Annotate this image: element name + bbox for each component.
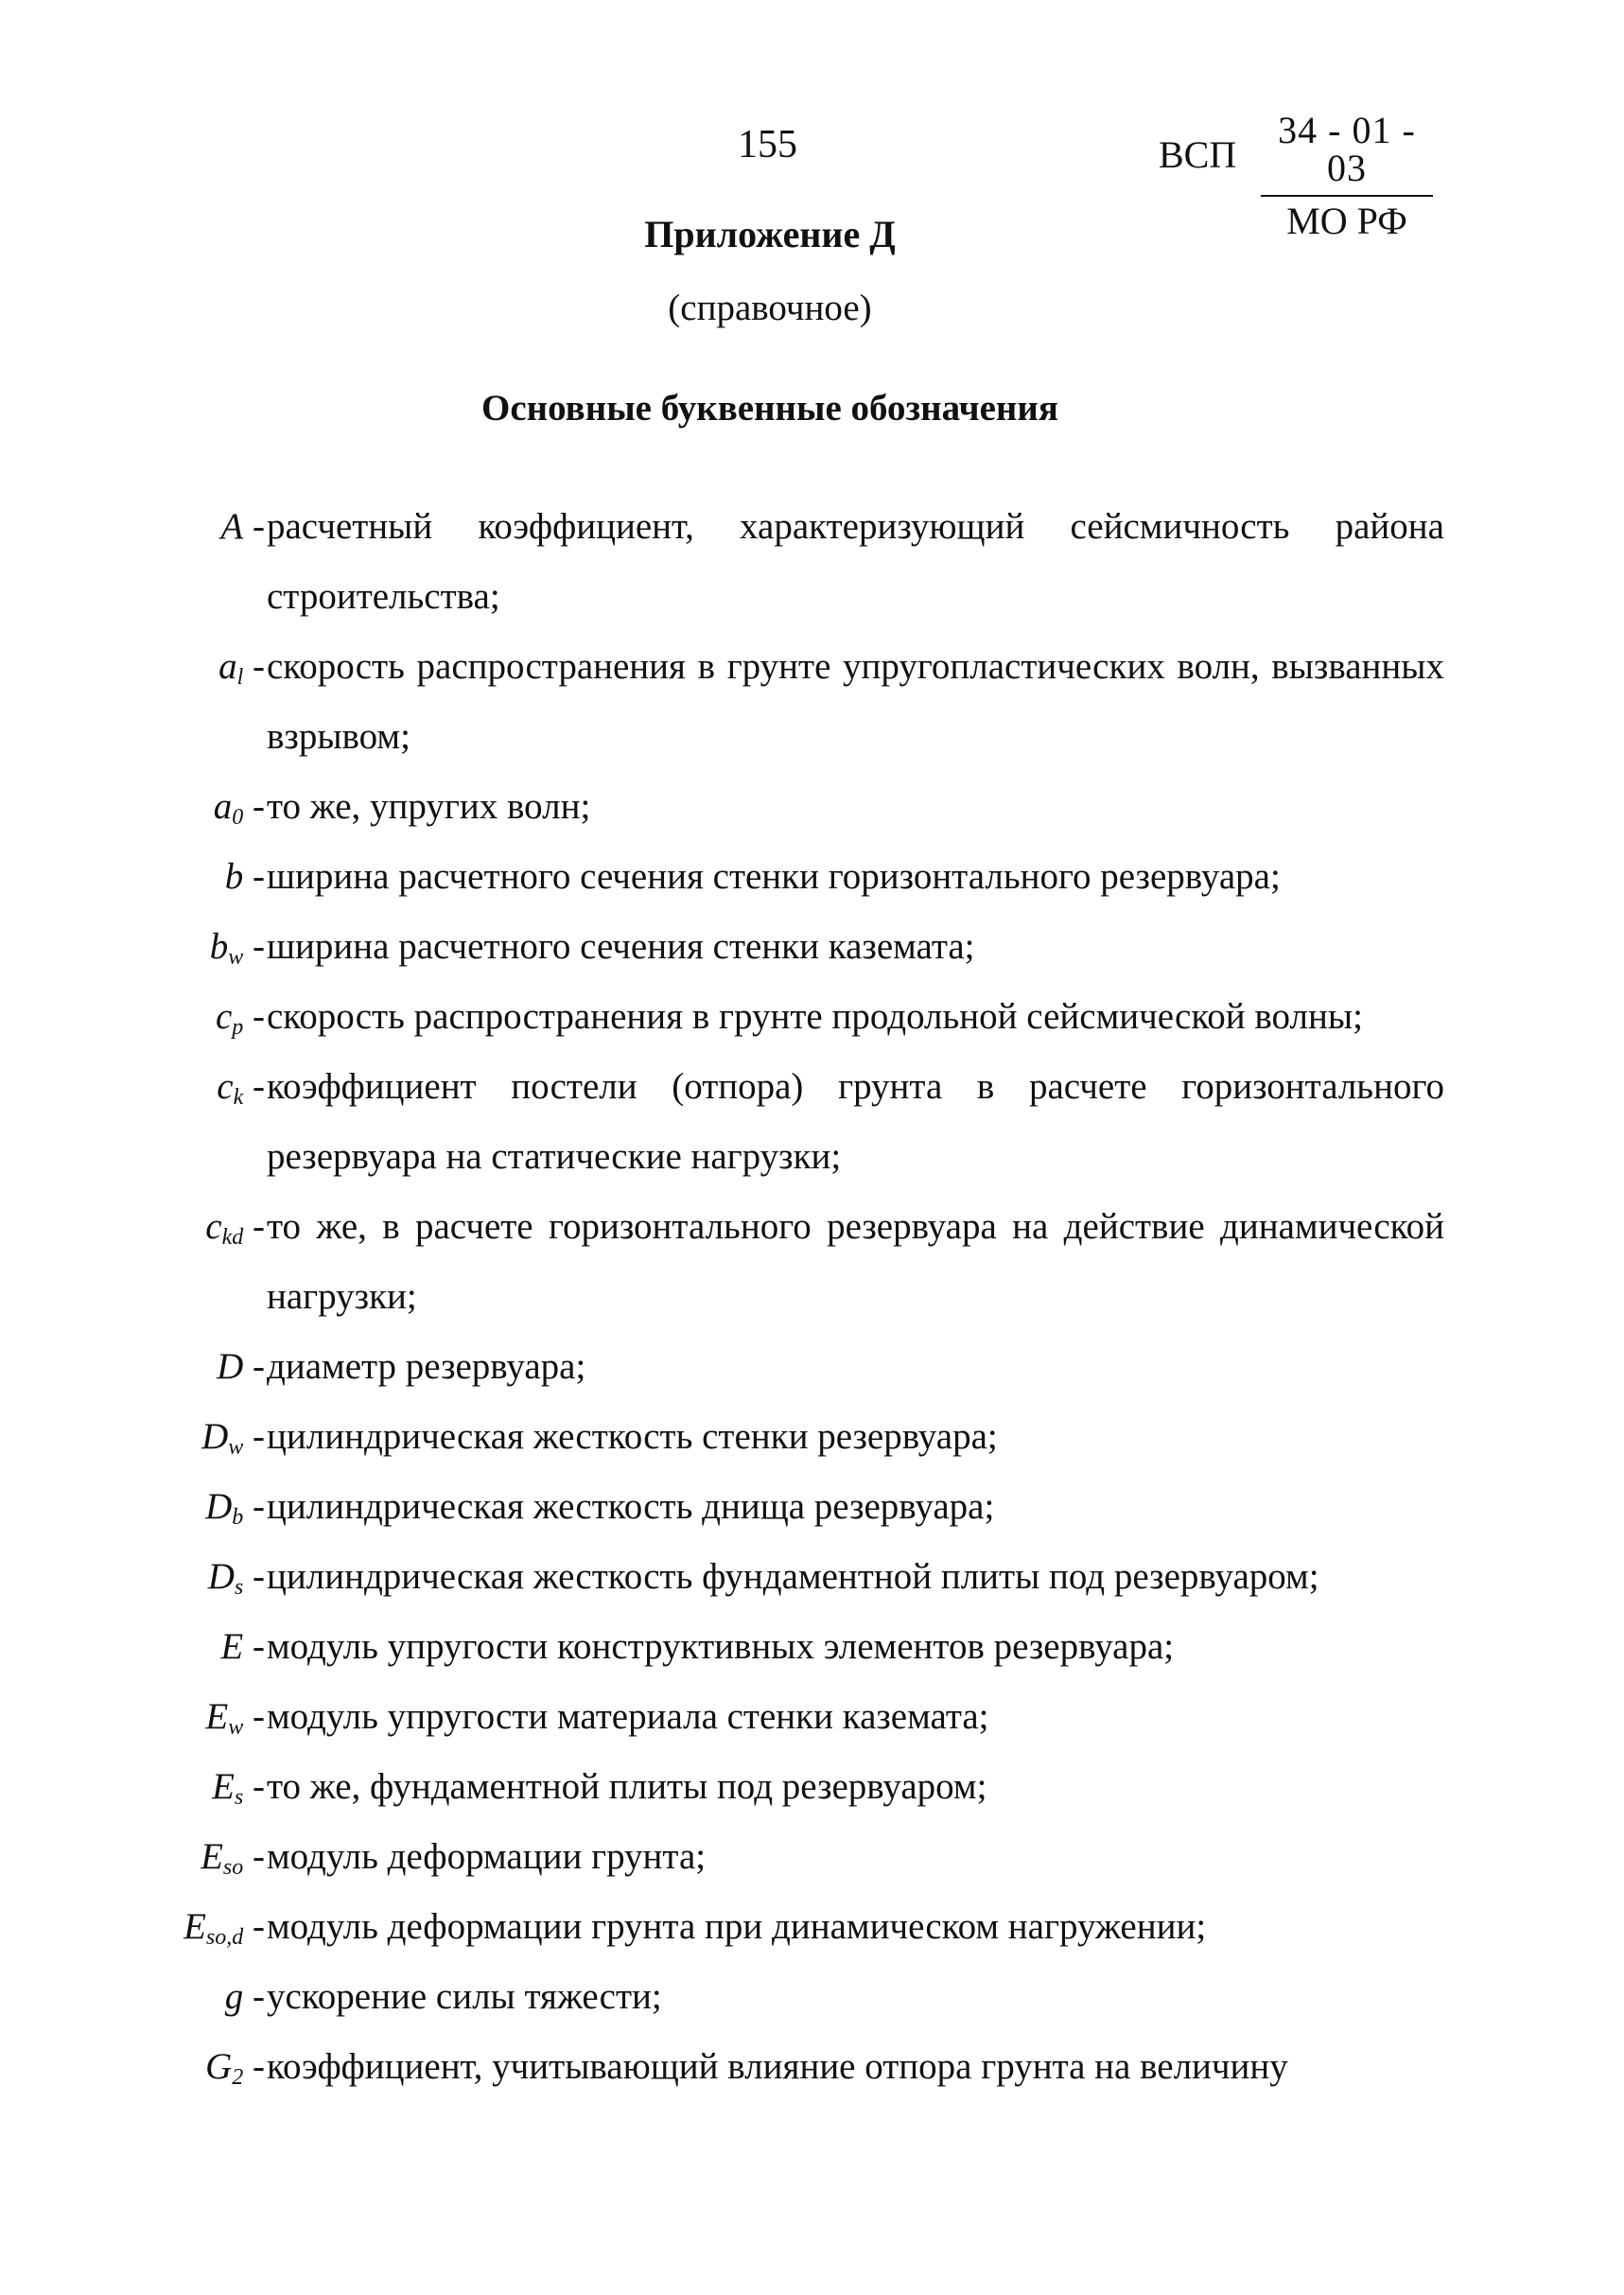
notation-symbol xyxy=(142,1682,265,1762)
notation-definition: модуль упругости конструктивных элементов резервуара; xyxy=(267,1626,1175,1667)
symbol-letter: c xyxy=(215,996,233,1037)
symbol-subscript: 2 xyxy=(232,2065,244,2090)
page-number: 155 xyxy=(738,123,797,166)
symbol-subscript: so,d xyxy=(205,1925,244,1950)
notation-symbol xyxy=(142,492,265,562)
notation-symbol xyxy=(142,632,265,712)
notation-entry xyxy=(0,1332,1624,1402)
document-code-prefix: ВСП xyxy=(1159,133,1237,176)
symbol-dash: - xyxy=(243,786,265,827)
symbol-letter: E xyxy=(183,1906,206,1947)
symbol-dash: - xyxy=(243,1976,265,2017)
symbol-letter: E xyxy=(220,1626,244,1667)
symbol-subscript: b xyxy=(232,1505,244,1530)
symbol-subscript: w xyxy=(228,1435,244,1460)
symbol-letter: D xyxy=(205,1486,233,1527)
symbol-letter: D xyxy=(217,1346,244,1387)
appendix-title: Приложение Д xyxy=(644,213,896,255)
symbol-dash: - xyxy=(243,1906,265,1947)
notation-symbol xyxy=(142,1962,265,2032)
symbol-letter: b xyxy=(224,856,244,897)
notation-entry xyxy=(0,2032,1624,2102)
symbol-letter: a xyxy=(218,646,237,687)
notation-symbol xyxy=(142,1192,265,1272)
notation-symbol xyxy=(142,1892,265,1972)
symbol-subscript: so xyxy=(222,1855,244,1880)
notation-definition: то же, в расчете горизонтального резервуара на действие динамической нагрузки; xyxy=(267,1206,1444,1317)
notation-entry xyxy=(0,772,1624,842)
notation-entry xyxy=(0,1402,1624,1472)
notation-entry xyxy=(0,492,1624,632)
symbol-letter: E xyxy=(205,1696,229,1737)
symbol-letter: c xyxy=(205,1206,222,1247)
symbol-letter: D xyxy=(201,1416,229,1457)
notation-symbol xyxy=(142,842,265,912)
notation-symbol xyxy=(142,982,265,1062)
notation-symbol xyxy=(142,1752,265,1832)
symbol-subscript: 0 xyxy=(232,805,244,830)
notation-entry xyxy=(0,1612,1624,1682)
symbol-subscript: kd xyxy=(221,1225,244,1250)
symbol-subscript: w xyxy=(228,945,244,970)
document-code-number: 34 - 01 - 03 xyxy=(1278,109,1416,189)
notation-symbol xyxy=(142,1332,265,1402)
notation-entry xyxy=(0,1892,1624,1962)
notation-symbol xyxy=(142,1472,265,1552)
symbol-dash: - xyxy=(243,1766,265,1807)
notation-symbol xyxy=(142,1402,265,1482)
notation-entry xyxy=(0,1752,1624,1822)
symbol-dash: - xyxy=(243,1346,265,1387)
symbol-letter: b xyxy=(209,926,229,967)
symbol-letter: g xyxy=(224,1976,244,2017)
symbol-letter: A xyxy=(220,506,244,547)
notation-entry xyxy=(0,632,1624,772)
symbol-dash: - xyxy=(243,996,265,1037)
symbol-letter: E xyxy=(212,1766,235,1807)
symbol-dash: - xyxy=(243,1066,265,1107)
symbol-dash: - xyxy=(243,926,265,967)
notation-entry xyxy=(0,1682,1624,1752)
symbol-letter: a xyxy=(213,786,233,827)
notation-symbol xyxy=(142,772,265,852)
notation-entry xyxy=(0,842,1624,912)
notation-definition: модуль деформации грунта; xyxy=(267,1836,707,1877)
symbol-letter: D xyxy=(207,1556,235,1597)
notation-entry xyxy=(0,1962,1624,2032)
notation-list xyxy=(0,492,1624,2102)
fraction-rule xyxy=(1261,195,1433,197)
symbol-dash: - xyxy=(243,1836,265,1877)
symbol-dash: - xyxy=(243,646,265,687)
symbol-dash: - xyxy=(243,1626,265,1667)
notation-definition: цилиндрическая жесткость днища резервуара; xyxy=(267,1486,995,1527)
notation-definition: расчетный коэффициент, характеризующий сейсмичность района строительства; xyxy=(267,506,1444,617)
section-title: Основные буквенные обозначения xyxy=(481,388,1058,429)
notation-entry xyxy=(0,982,1624,1052)
notation-entry xyxy=(0,1822,1624,1892)
notation-entry xyxy=(0,1052,1624,1192)
notation-symbol xyxy=(142,1052,265,1132)
notation-definition: скорость распространения в грунте упругопластических волн, вызванных взрывом; xyxy=(267,646,1444,757)
symbol-dash: - xyxy=(243,506,265,547)
symbol-letter: c xyxy=(217,1066,234,1107)
symbol-subscript: l xyxy=(236,665,244,690)
symbol-letter: G xyxy=(205,2046,233,2087)
symbol-dash: - xyxy=(243,1206,265,1247)
notation-definition: цилиндрическая жесткость фундаментной плиты под резервуаром; xyxy=(267,1556,1319,1597)
symbol-dash: - xyxy=(243,1696,265,1737)
notation-symbol xyxy=(142,1822,265,1902)
notation-definition: диаметр резервуара; xyxy=(267,1346,586,1387)
notation-definition: ширина расчетного сечения стенки каземата; xyxy=(267,926,975,967)
notation-definition: то же, упругих волн; xyxy=(267,786,591,827)
symbol-dash: - xyxy=(243,1556,265,1597)
notation-definition: модуль упругости материала стенки каземата; xyxy=(267,1696,989,1737)
notation-entry xyxy=(0,912,1624,982)
notation-definition: коэффициент постели (отпора) грунта в расчете горизонтального резервуара на статические нагрузки; xyxy=(267,1066,1444,1177)
notation-symbol xyxy=(142,2032,265,2112)
symbol-dash: - xyxy=(243,1486,265,1527)
notation-definition: скорость распространения в грунте продольной сейсмической волны; xyxy=(267,996,1363,1037)
symbol-dash: - xyxy=(243,856,265,897)
symbol-letter: E xyxy=(201,1836,223,1877)
appendix-subtitle: (справочное) xyxy=(668,288,872,328)
symbol-subscript: s xyxy=(234,1785,244,1810)
notation-definition: коэффициент, учитывающий влияние отпора грунта на величину xyxy=(267,2046,1288,2087)
notation-definition: модуль деформации грунта при динамическом нагружении; xyxy=(267,1906,1207,1947)
symbol-subscript: w xyxy=(228,1715,244,1740)
notation-definition: цилиндрическая жесткость стенки резервуара; xyxy=(267,1416,998,1457)
notation-entry xyxy=(0,1542,1624,1612)
symbol-dash: - xyxy=(243,1416,265,1457)
symbol-dash: - xyxy=(243,2046,265,2087)
symbol-subscript: p xyxy=(232,1015,244,1040)
notation-definition: ускорение силы тяжести; xyxy=(267,1976,662,2017)
notation-entry xyxy=(0,1192,1624,1332)
notation-definition: то же, фундаментной плиты под резервуаром; xyxy=(267,1766,987,1807)
document-code-authority: МО РФ xyxy=(1286,200,1407,242)
symbol-subscript: k xyxy=(233,1085,244,1110)
notation-entry xyxy=(0,1472,1624,1542)
notation-symbol xyxy=(142,1542,265,1622)
notation-definition: ширина расчетного сечения стенки горизонтального резервуара; xyxy=(267,856,1281,897)
document-code xyxy=(1159,109,1442,242)
notation-symbol xyxy=(142,912,265,992)
notation-symbol xyxy=(142,1612,265,1682)
symbol-subscript: s xyxy=(234,1575,244,1600)
